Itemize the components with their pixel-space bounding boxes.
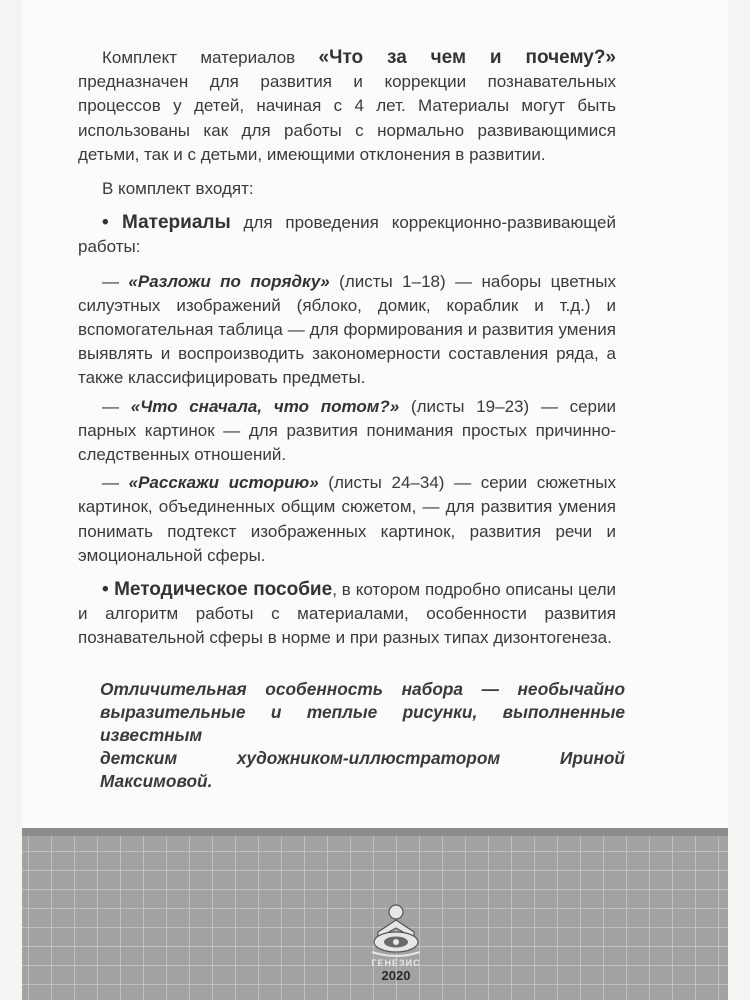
bullet: • <box>102 579 115 601</box>
footer-top-stripe <box>22 828 728 836</box>
slogan-line: выразительные и теплые рисунки, выполненные известным <box>100 702 625 745</box>
publisher-name: ГЕНЕЗИС <box>371 958 421 968</box>
manual-label: Методическое пособие <box>114 579 333 601</box>
manual-text: , в котором подробно описаны цели и алгоритм работы с материалами, особенности развития познавательной сферы в норме и при разных типах дизонтогенеза. <box>78 580 617 648</box>
dash: — <box>102 473 129 493</box>
intro-paragraph <box>78 46 616 167</box>
kit-heading: В комплект входят: <box>102 179 254 199</box>
item-paragraph <box>78 471 616 568</box>
slogan-line: детским художником-иллюстратором Ириной Максимовой. <box>100 748 625 791</box>
item-paragraph <box>78 270 616 391</box>
footer-grid-band <box>22 828 728 1000</box>
item-paragraph <box>78 395 616 468</box>
kit-title: «Что за чем и почему?» <box>318 47 616 68</box>
materials-paragraph <box>78 211 616 259</box>
materials-text: для проведения коррекционно-развивающей работы: <box>78 213 616 257</box>
dash: — <box>102 396 131 416</box>
description-text <box>78 46 616 651</box>
manual-paragraph <box>78 578 616 651</box>
bullet: • <box>102 212 123 234</box>
publisher-logo-icon <box>366 902 426 960</box>
item-text: (листы 24–34) — серии сюжетных картинок, объединенных общим сюжетом, — для развития умения понимать подтекст изображенных картинок, развития речи и эмоциональной сферы. <box>78 473 616 565</box>
item-title: «Расскажи историю» <box>128 473 319 493</box>
materials-label: Материалы <box>122 212 231 234</box>
item-title: «Разложи по порядку» <box>128 271 330 291</box>
item-title: «Что сначала, что потом?» <box>130 396 400 416</box>
publisher-logo <box>356 902 436 992</box>
item-text: (листы 19–23) — серии парных картинок — для развития понимания простых причинно-следственных отношений. <box>78 396 616 465</box>
publication-year: 2020 <box>381 968 411 983</box>
slogan-line: Отличительная особенность набора — необычайно <box>100 679 625 699</box>
intro-prefix: Комплект материалов <box>102 48 319 67</box>
intro-suffix: предназначен для развития и коррекции познавательных процессов у детей, начиная с 4 лет. Материалы могут быть использованы как для работы с нормально развивающимися детьми, так и с детьми, имеющими отклонения в развитии. <box>78 72 616 164</box>
item-text: (листы 1–18) — наборы цветных силуэтных изображений (яблоко, домик, кораблик и т.д.) и вспомогательная таблица — для формирования и развития умения выявлять и воспроизводить закономерности составления ряда, а также классифицировать предметы. <box>78 271 616 388</box>
dash: — <box>102 271 129 291</box>
slogan <box>100 678 625 793</box>
